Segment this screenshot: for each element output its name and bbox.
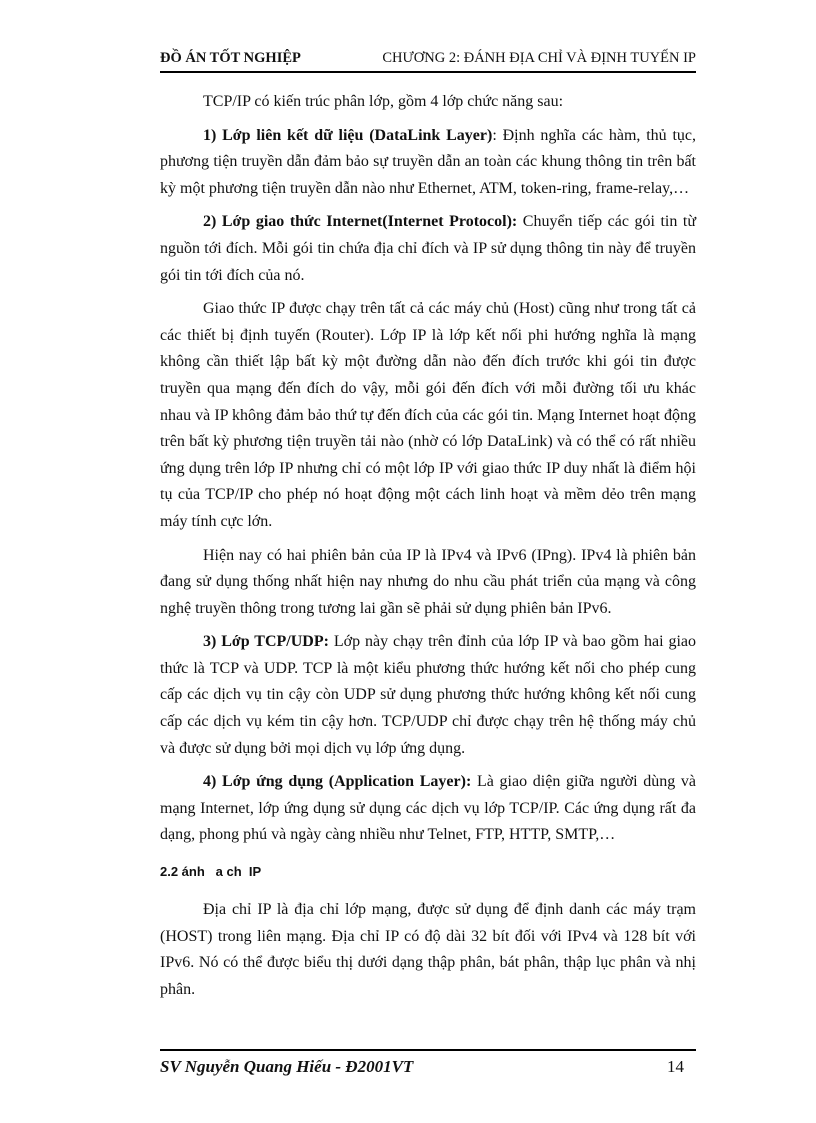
- paragraph-text: : Định nghĩa các hàm, thủ tục, phương tiện truyền dẫn đảm bảo sự truyền dẫn an toàn các khung thông tin trên bất kỳ một phương tiện truyền dẫn nào như Ethernet, ATM, token-ring, frame-relay,…: [160, 126, 696, 197]
- paragraph-text: Chuyển tiếp các gói tin từ nguồn tới đích. Mỗi gói tin chứa địa chỉ đích và IP sử dụng thông tin này để truyền gói tin tới đích của nó.: [160, 213, 697, 284]
- header-rule: [160, 71, 696, 73]
- paragraph-text: Hiện nay có hai phiên bản của IP là IPv4 và IPv6 (IPng). IPv4 là phiên bản đang sử dụng thống nhất hiện nay nhưng do nhu cầu phát triển của mạng và công nghệ truyền thông trong tương lai gần sẽ phải sử dụng phiên bản IPv6.: [160, 546, 696, 617]
- paragraph-lead: 1) Lớp liên kết dữ liệu (DataLink Layer): [203, 126, 493, 144]
- paragraph-layer-4: [160, 769, 696, 849]
- paragraph-text: Giao thức IP được chạy trên tất cả các máy chủ (Host) cũng như trong tất cả các thiết bị định tuyến (Router). Lớp IP là lớp kết nối phi hướng nghĩa là mạng không cần thiết lập bất kỳ một đường dẫn nào đến đích trước khi gói tin được truyền qua mạng đến đích do vậy, mỗi gói đến đích với mỗi đường tối ưu khác nhau và IP không đảm bảo thứ tự đến đích của các gói tin. Mạng Internet hoạt động trên bất kỳ phương tiện truyền tải nào (nhờ có lớp DataLink) và có thể có rất nhiều ứng dụng trên lớp IP nhưng chỉ có một lớp IP với giao thức IP duy nhất là điểm hội tụ của TCP/IP cho phép nó hoạt động một cách linh hoạt và mềm dẻo trên mạng máy tính cực lớn.: [160, 300, 696, 530]
- paragraph-layer-1: [160, 123, 696, 203]
- section-heading: 2.2 ánh a ch IP: [160, 864, 262, 880]
- header-document-type: ĐỒ ÁN TỐT NGHIỆP: [160, 50, 301, 66]
- footer-rule: [160, 1049, 696, 1051]
- paragraph-ip-description: [160, 296, 696, 535]
- paragraph-intro: [160, 89, 696, 116]
- paragraph-lead: 3) Lớp TCP/UDP:: [203, 633, 329, 651]
- paragraph-text: TCP/IP có kiến trúc phân lớp, gồm 4 lớp chức năng sau:: [203, 93, 564, 110]
- page-body: [160, 89, 696, 1010]
- header-chapter-title: CHƯƠNG 2: ĐÁNH ĐỊA CHỈ VÀ ĐỊNH TUYẾN IP: [382, 50, 696, 66]
- paragraph-ip-versions: [160, 543, 696, 623]
- paragraph-ip-address: [160, 897, 696, 1003]
- paragraph-text: Địa chỉ IP là địa chỉ lớp mạng, được sử dụng để định danh các máy trạm (HOST) trong liên mạng. Địa chỉ IP có độ dài 32 bít đối với IPv4 và 128 bít với IPv6. Nó có thể được biểu thị dưới dạng thập phân, bát phân, thập lục phân và nhị phân.: [160, 901, 696, 998]
- paragraph-text: Là giao diện giữa người dùng và mạng Internet, lớp ứng dụng sử dụng các dịch vụ lớp TCP/IP. Các ứng dụng rất đa dạng, phong phú và ngày càng nhiều như Telnet, FTP, HTTP, SMTP,…: [160, 773, 697, 844]
- page-footer: [160, 1057, 696, 1081]
- paragraph-lead: 4) Lớp ứng dụng (Application Layer):: [203, 773, 472, 791]
- paragraph-layer-2: [160, 209, 696, 289]
- paragraph-lead: 2) Lớp giao thức Internet(Internet Protocol):: [203, 213, 518, 231]
- paragraph-text: Lớp này chạy trên đỉnh của lớp IP và bao gồm hai giao thức là TCP và UDP. TCP là một kiểu phương thức hướng kết nối cho phép cung cấp các dịch vụ tin cậy còn UDP sử dụng phương thức hướng không kết nối cung cấp các dịch vụ kém tin cậy hơn. TCP/UDP chỉ được chạy trên hệ thống máy chủ và được sử dụng bởi mọi dịch vụ lớp ứng dụng.: [160, 633, 697, 757]
- footer-author: SV Nguyễn Quang Hiếu - Đ2001VT: [160, 1057, 414, 1076]
- page-header: [160, 50, 696, 70]
- paragraph-layer-3: [160, 629, 696, 762]
- page-number: 14: [667, 1057, 684, 1076]
